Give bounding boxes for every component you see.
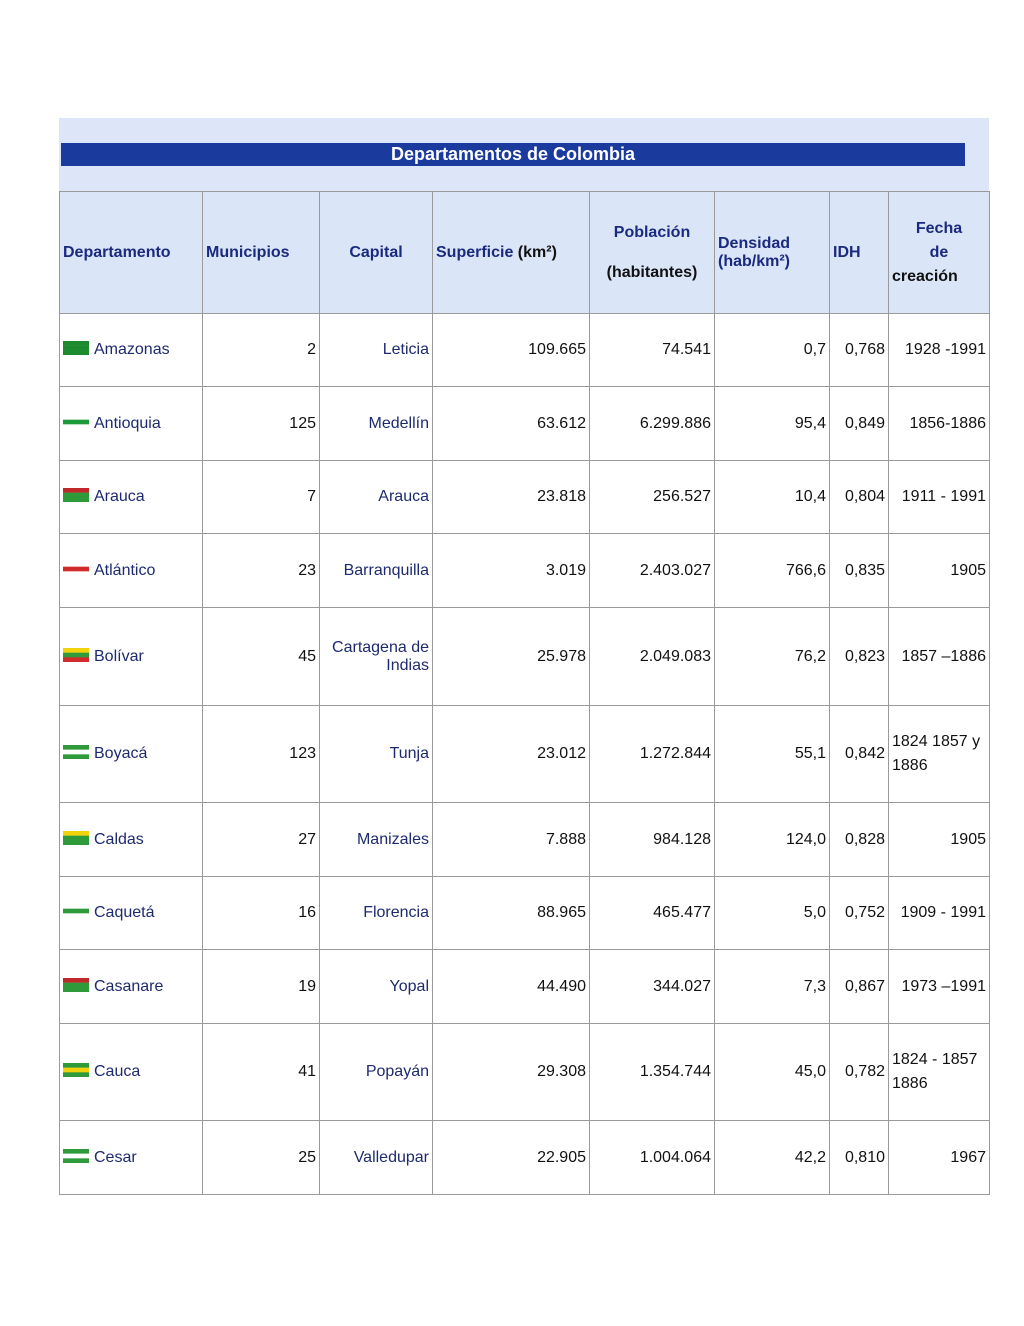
cell-superficie: 29.308 bbox=[433, 1024, 590, 1121]
header-capital-label: Capital bbox=[349, 243, 403, 261]
cell-superficie: 22.905 bbox=[433, 1121, 590, 1195]
cell-departamento bbox=[60, 387, 203, 461]
cell-superficie: 3.019 bbox=[433, 534, 590, 608]
cell-densidad: 95,4 bbox=[715, 387, 830, 461]
table-row bbox=[60, 803, 990, 877]
cell-idh: 0,810 bbox=[830, 1121, 889, 1195]
cell-superficie: 23.012 bbox=[433, 706, 590, 803]
cell-poblacion: 984.128 bbox=[590, 803, 715, 877]
cell-fecha: 1911 - 1991 bbox=[889, 461, 990, 534]
cell-capital: Medellín bbox=[320, 387, 433, 461]
departamento-name: Arauca bbox=[94, 488, 145, 505]
cell-capital: Valledupar bbox=[320, 1121, 433, 1195]
cell-fecha: 1928 -1991 bbox=[889, 314, 990, 387]
header-fecha-line1: Fecha bbox=[915, 219, 963, 237]
cell-fecha: 1973 –1991 bbox=[889, 950, 990, 1024]
cell-capital: Barranquilla bbox=[320, 534, 433, 608]
header-fecha-line2: de bbox=[929, 243, 949, 261]
departamento-name: Cauca bbox=[94, 1063, 141, 1080]
cell-municipios: 7 bbox=[203, 461, 320, 534]
cell-capital: Popayán bbox=[320, 1024, 433, 1121]
header-superficie-unit: (km²) bbox=[513, 243, 557, 261]
departamento-name: Caldas bbox=[94, 830, 144, 848]
header-densidad bbox=[715, 192, 830, 314]
cell-poblacion: 1.354.744 bbox=[590, 1024, 715, 1121]
header-idh bbox=[830, 192, 889, 314]
cell-departamento bbox=[60, 608, 203, 706]
cell-capital: Cartagena de Indias bbox=[320, 608, 433, 706]
departamento-name: Antioquia bbox=[94, 414, 161, 432]
cell-superficie: 63.612 bbox=[433, 387, 590, 461]
departamento-name: Casanare bbox=[94, 977, 164, 995]
cell-densidad: 76,2 bbox=[715, 608, 830, 706]
cell-municipios: 45 bbox=[203, 608, 320, 706]
header-fecha bbox=[889, 192, 990, 314]
cell-municipios: 23 bbox=[203, 534, 320, 608]
cesar-flag-icon bbox=[63, 1149, 89, 1163]
cell-fecha: 1824 1857 y 1886 bbox=[889, 706, 990, 803]
cell-poblacion: 2.049.083 bbox=[590, 608, 715, 706]
departamento-name: Cesar bbox=[94, 1148, 137, 1166]
cell-departamento bbox=[60, 950, 203, 1024]
cell-municipios: 16 bbox=[203, 877, 320, 950]
table-row bbox=[60, 608, 990, 706]
table-row bbox=[60, 950, 990, 1024]
cell-capital: Florencia bbox=[320, 877, 433, 950]
cell-poblacion: 1.004.064 bbox=[590, 1121, 715, 1195]
cell-densidad: 45,0 bbox=[715, 1024, 830, 1121]
cell-idh: 0,804 bbox=[830, 461, 889, 534]
cell-fecha: 1905 bbox=[889, 803, 990, 877]
departments-table bbox=[59, 191, 990, 1195]
header-idh-label: IDH bbox=[833, 243, 861, 261]
cell-fecha: 1856-1886 bbox=[889, 387, 990, 461]
table-row bbox=[60, 387, 990, 461]
departamento-name: Amazonas bbox=[94, 341, 170, 358]
cell-idh: 0,842 bbox=[830, 706, 889, 803]
header-departamento bbox=[60, 192, 203, 314]
cell-idh: 0,867 bbox=[830, 950, 889, 1024]
departamento-name: Atlántico bbox=[94, 561, 156, 579]
casanare-flag-icon bbox=[63, 978, 89, 992]
cell-fecha: 1967 bbox=[889, 1121, 990, 1195]
title-band bbox=[59, 118, 989, 191]
cell-superficie: 88.965 bbox=[433, 877, 590, 950]
cauca-flag-icon bbox=[63, 1063, 89, 1077]
cell-idh: 0,828 bbox=[830, 803, 889, 877]
cell-departamento bbox=[60, 1024, 203, 1121]
cell-departamento bbox=[60, 803, 203, 877]
caqueta-flag-icon bbox=[63, 904, 89, 918]
cell-idh: 0,823 bbox=[830, 608, 889, 706]
cell-superficie: 7.888 bbox=[433, 803, 590, 877]
cell-superficie: 25.978 bbox=[433, 608, 590, 706]
cell-idh: 0,752 bbox=[830, 877, 889, 950]
document-sheet bbox=[59, 118, 989, 1195]
cell-densidad: 124,0 bbox=[715, 803, 830, 877]
cell-departamento bbox=[60, 877, 203, 950]
table-row bbox=[60, 706, 990, 803]
caldas-flag-icon bbox=[63, 831, 89, 845]
cell-superficie: 44.490 bbox=[433, 950, 590, 1024]
cell-municipios: 2 bbox=[203, 314, 320, 387]
header-densidad-label: Densidad bbox=[718, 234, 791, 252]
cell-capital: Arauca bbox=[320, 461, 433, 534]
header-municipios-label: Municipios bbox=[206, 243, 290, 261]
cell-departamento bbox=[60, 461, 203, 534]
cell-densidad: 10,4 bbox=[715, 461, 830, 534]
cell-densidad: 0,7 bbox=[715, 314, 830, 387]
cell-densidad: 55,1 bbox=[715, 706, 830, 803]
cell-poblacion: 2.403.027 bbox=[590, 534, 715, 608]
table-body bbox=[60, 314, 990, 1195]
header-superficie bbox=[433, 192, 590, 314]
cell-departamento bbox=[60, 314, 203, 387]
cell-poblacion: 1.272.844 bbox=[590, 706, 715, 803]
cell-densidad: 5,0 bbox=[715, 877, 830, 950]
cell-departamento bbox=[60, 706, 203, 803]
cell-municipios: 19 bbox=[203, 950, 320, 1024]
header-densidad-unit: (hab/km²) bbox=[718, 252, 790, 270]
table-row bbox=[60, 534, 990, 608]
cell-fecha: 1909 - 1991 bbox=[889, 877, 990, 950]
cell-capital: Tunja bbox=[320, 706, 433, 803]
cell-capital: Manizales bbox=[320, 803, 433, 877]
atlantico-flag-icon bbox=[63, 562, 89, 576]
table-row bbox=[60, 314, 990, 387]
cell-departamento bbox=[60, 534, 203, 608]
table-row bbox=[60, 1121, 990, 1195]
table-row bbox=[60, 461, 990, 534]
table-title: Departamentos de Colombia bbox=[61, 143, 965, 166]
header-departamento-label: Departamento bbox=[63, 243, 171, 261]
cell-poblacion: 74.541 bbox=[590, 314, 715, 387]
antioquia-flag-icon bbox=[63, 415, 89, 429]
cell-idh: 0,782 bbox=[830, 1024, 889, 1121]
header-fecha-line3: creación bbox=[892, 267, 958, 285]
bolivar-flag-icon bbox=[63, 648, 89, 662]
boyaca-flag-icon bbox=[63, 745, 89, 759]
cell-poblacion: 465.477 bbox=[590, 877, 715, 950]
amazonas-flag-icon bbox=[63, 341, 89, 355]
arauca-flag-icon bbox=[63, 488, 89, 502]
header-poblacion-label: Población bbox=[613, 223, 691, 241]
cell-superficie: 23.818 bbox=[433, 461, 590, 534]
header-municipios bbox=[203, 192, 320, 314]
cell-municipios: 25 bbox=[203, 1121, 320, 1195]
cell-densidad: 42,2 bbox=[715, 1121, 830, 1195]
cell-densidad: 7,3 bbox=[715, 950, 830, 1024]
cell-fecha: 1905 bbox=[889, 534, 990, 608]
cell-fecha: 1824 - 1857 1886 bbox=[889, 1024, 990, 1121]
cell-idh: 0,849 bbox=[830, 387, 889, 461]
header-row bbox=[60, 192, 990, 314]
cell-poblacion: 6.299.886 bbox=[590, 387, 715, 461]
cell-densidad: 766,6 bbox=[715, 534, 830, 608]
cell-municipios: 123 bbox=[203, 706, 320, 803]
departamento-name: Caquetá bbox=[94, 904, 155, 921]
table-row bbox=[60, 877, 990, 950]
cell-departamento bbox=[60, 1121, 203, 1195]
table-row bbox=[60, 1024, 990, 1121]
cell-capital: Yopal bbox=[320, 950, 433, 1024]
cell-idh: 0,768 bbox=[830, 314, 889, 387]
cell-poblacion: 344.027 bbox=[590, 950, 715, 1024]
cell-municipios: 41 bbox=[203, 1024, 320, 1121]
cell-municipios: 125 bbox=[203, 387, 320, 461]
cell-poblacion: 256.527 bbox=[590, 461, 715, 534]
cell-idh: 0,835 bbox=[830, 534, 889, 608]
departamento-name: Boyacá bbox=[94, 745, 148, 762]
cell-fecha: 1857 –1886 bbox=[889, 608, 990, 706]
header-poblacion-unit: (habitantes) bbox=[606, 263, 698, 281]
cell-municipios: 27 bbox=[203, 803, 320, 877]
header-capital bbox=[320, 192, 433, 314]
header-poblacion bbox=[590, 192, 715, 314]
cell-capital: Leticia bbox=[320, 314, 433, 387]
header-superficie-label: Superficie bbox=[436, 243, 514, 261]
cell-superficie: 109.665 bbox=[433, 314, 590, 387]
departamento-name: Bolívar bbox=[94, 647, 144, 665]
